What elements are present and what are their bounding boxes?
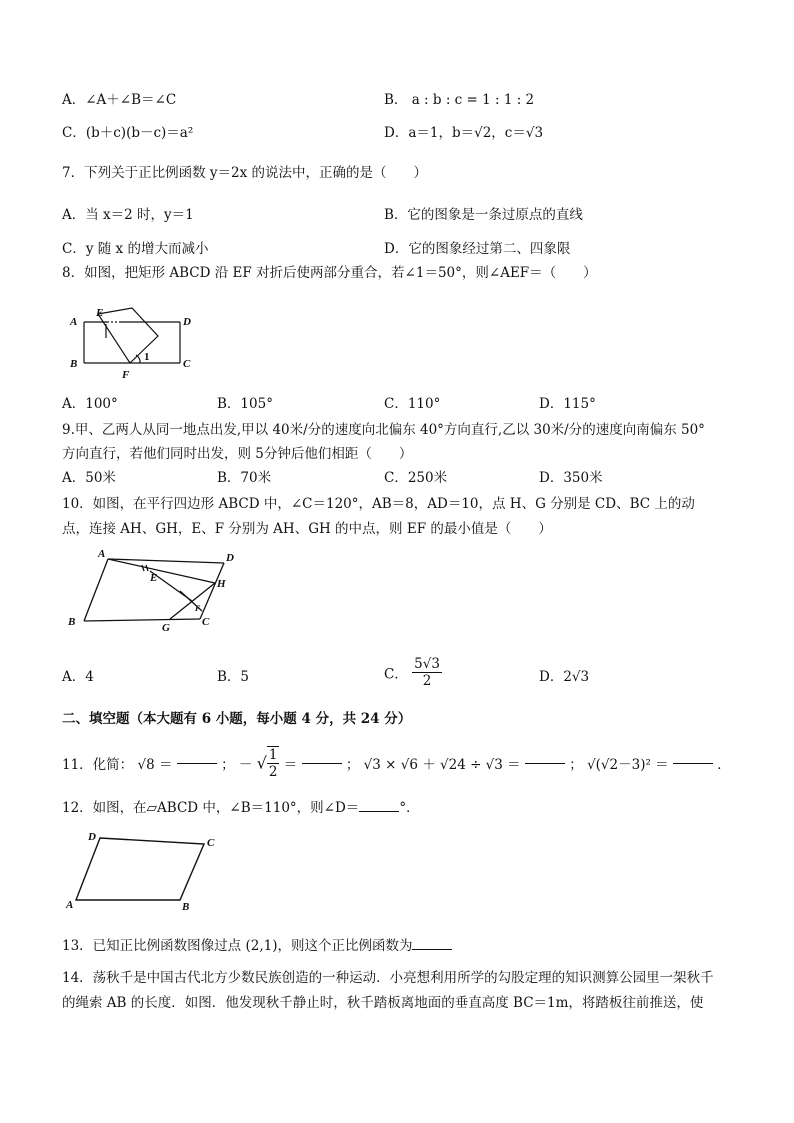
q8-option-c: C．110°: [384, 396, 441, 412]
q11-part4: √(√2－3)² ＝: [587, 757, 669, 773]
q10-option-c-fraction: [412, 656, 442, 689]
q6-option-a: A．∠A＋∠B＝∠C: [62, 92, 177, 108]
q8-label-c: C: [183, 358, 191, 370]
q11-part3: √3 × √6 ＋ √24 ÷ √3 ＝: [363, 757, 521, 773]
q13-line: [62, 935, 452, 955]
q10-option-c-numerator: 5√3: [414, 656, 440, 672]
q10-parallelogram-figure: [62, 545, 252, 637]
q7-option-a: A．当 x＝2 时，y＝1: [62, 207, 194, 223]
q9-stem-line1: 9.甲、乙两人从同一地点出发,甲以 40米/分的速度向北偏东 40°方向直行,乙以 30米/分的速度向南偏东 50°: [62, 422, 705, 438]
q11-blank1[interactable]: [177, 763, 217, 764]
q8-fold-line: [98, 314, 130, 363]
q8-option-a: A．100°: [62, 396, 118, 412]
q11-lead: 11．化简：: [62, 757, 134, 773]
q6-option-b: B． a : b : c = 1 : 1 : 2: [384, 92, 535, 108]
q10-label-g: G: [162, 622, 170, 634]
q12-label-b: B: [182, 901, 190, 912]
q11-sep3: ；: [569, 757, 583, 773]
q11-part2-denominator: 2: [268, 764, 278, 780]
q10-option-b: B．5: [217, 669, 250, 685]
q8-label-a: A: [70, 316, 78, 328]
q7-stem: 7．下列关于正比例函数 y＝2x 的说法中，正确的是（ ）: [62, 165, 428, 181]
q9-option-a: A．50米: [62, 470, 116, 486]
q10-label-h: H: [217, 578, 226, 590]
q12-line: [62, 797, 420, 817]
q9-stem-line2: 方向直行，若他们同时出发，则 5分钟后他们相距（ ）: [62, 446, 413, 462]
q11-blank4[interactable]: [673, 763, 713, 764]
q11-blank3[interactable]: [525, 763, 565, 764]
q11-part2-equals: ＝: [283, 757, 298, 773]
q11-blank2[interactable]: [302, 763, 342, 764]
q10-label-f: F: [195, 604, 201, 613]
q14-line2: 的绳索 AB 的长度．如图．他发现秋千静止时，秋千踏板离地面的垂直高度 BC＝1m，将踏板往前推送，使: [62, 995, 704, 1011]
q7-option-d: D．它的图象经过第二、四象限: [384, 241, 571, 257]
q7-option-c: C．y 随 x 的增大而减小: [62, 241, 209, 257]
q10-label-e: E: [150, 572, 158, 584]
q6-option-c: C．(b＋c)(b－c)＝a²: [62, 125, 194, 141]
q10-label-c: C: [202, 616, 210, 628]
q11-end: ．: [717, 757, 731, 773]
q8-label-angle1: 1: [144, 351, 150, 363]
q13-blank[interactable]: [412, 935, 452, 950]
q11-part1: √8 ＝: [137, 757, 173, 773]
q12-label-d: D: [88, 831, 96, 843]
q10-stem-line2: 点，连接 AH、GH，E、F 分别为 AH、GH 的中点，则 EF 的最小值是（ ）: [62, 521, 552, 537]
q11-part2-numerator: 1: [268, 747, 278, 763]
q10-option-c-prefix: C．: [384, 666, 408, 683]
q8-label-b: B: [70, 358, 78, 370]
q10-side-dc: [200, 563, 224, 619]
q10-label-d: D: [226, 552, 234, 564]
q12-stem: 12．如图，在▱ABCD 中，∠B＝110°，则∠D＝: [62, 800, 360, 816]
q14-line1: 14．荡秋千是中国古代北方少数民族创造的一种运动．小亮想利用所学的勾股定理的知识测算公园里一架秋千: [62, 970, 714, 986]
q8-rectangle-figure: [62, 300, 202, 382]
q10-tick1: [142, 565, 144, 571]
q8-stem: 8．如图，把矩形 ABCD 沿 EF 对折后使两部分重合，若∠1＝50°，则∠AEF＝（ ）: [62, 265, 597, 281]
q12-parallelogram-figure: [62, 826, 232, 912]
q13-stem: 13．已知正比例函数图像过点 (2,1)，则这个正比例函数为: [62, 938, 413, 954]
q10-option-a: A．4: [62, 669, 94, 685]
q6-option-d: D．a＝1，b＝√2，c＝√3: [384, 125, 544, 141]
q12-parallelogram: [76, 838, 204, 900]
q7-option-b: B．它的图象是一条过原点的直线: [384, 207, 583, 223]
q9-option-d: D．350米: [539, 470, 603, 486]
q11-line: 11．化简： √8 ＝ ； － √ $\frac{1}{2}$ ＝ ； √3 × √6 ＋ √24 ÷ √3 ＝ ； √(√2－3)² ＝ ．: [62, 747, 731, 780]
q11-sep1: ；: [221, 757, 235, 773]
q12-label-a: A: [66, 899, 74, 911]
q8-option-d: D．115°: [539, 396, 596, 412]
q11-part2-fraction: [267, 746, 280, 780]
q8-option-b: B．105°: [217, 396, 273, 412]
q9-option-c: C．250米: [384, 470, 448, 486]
q10-option-c: [384, 656, 442, 689]
q11-part2-prefix: －: [238, 757, 253, 773]
q10-side-ba: [84, 559, 108, 621]
q8-label-f: F: [122, 369, 130, 381]
q12-label-c: C: [207, 837, 215, 849]
q10-label-b: B: [68, 616, 76, 628]
q10-side-cb: [84, 619, 200, 621]
q10-option-d: D．2√3: [539, 669, 590, 685]
section2-title: 二、填空题（本大题有 6 小题，每小题 4 分，共 24 分）: [62, 711, 412, 727]
q8-label-d: D: [183, 316, 191, 328]
q12-stem-end: °．: [399, 800, 420, 816]
q10-option-c-denominator: 2: [422, 673, 432, 689]
q9-option-b: B．70米: [217, 470, 272, 486]
q10-stem-line1: 10．如图，在平行四边形 ABCD 中，∠C＝120°，AB＝8，AD＝10，点 H、G 分别是 CD、BC 上的动: [62, 496, 695, 512]
q12-blank[interactable]: [359, 797, 399, 812]
q10-label-a: A: [98, 548, 106, 560]
q8-label-e: E: [96, 307, 104, 319]
q11-sep2: ；: [345, 757, 360, 773]
